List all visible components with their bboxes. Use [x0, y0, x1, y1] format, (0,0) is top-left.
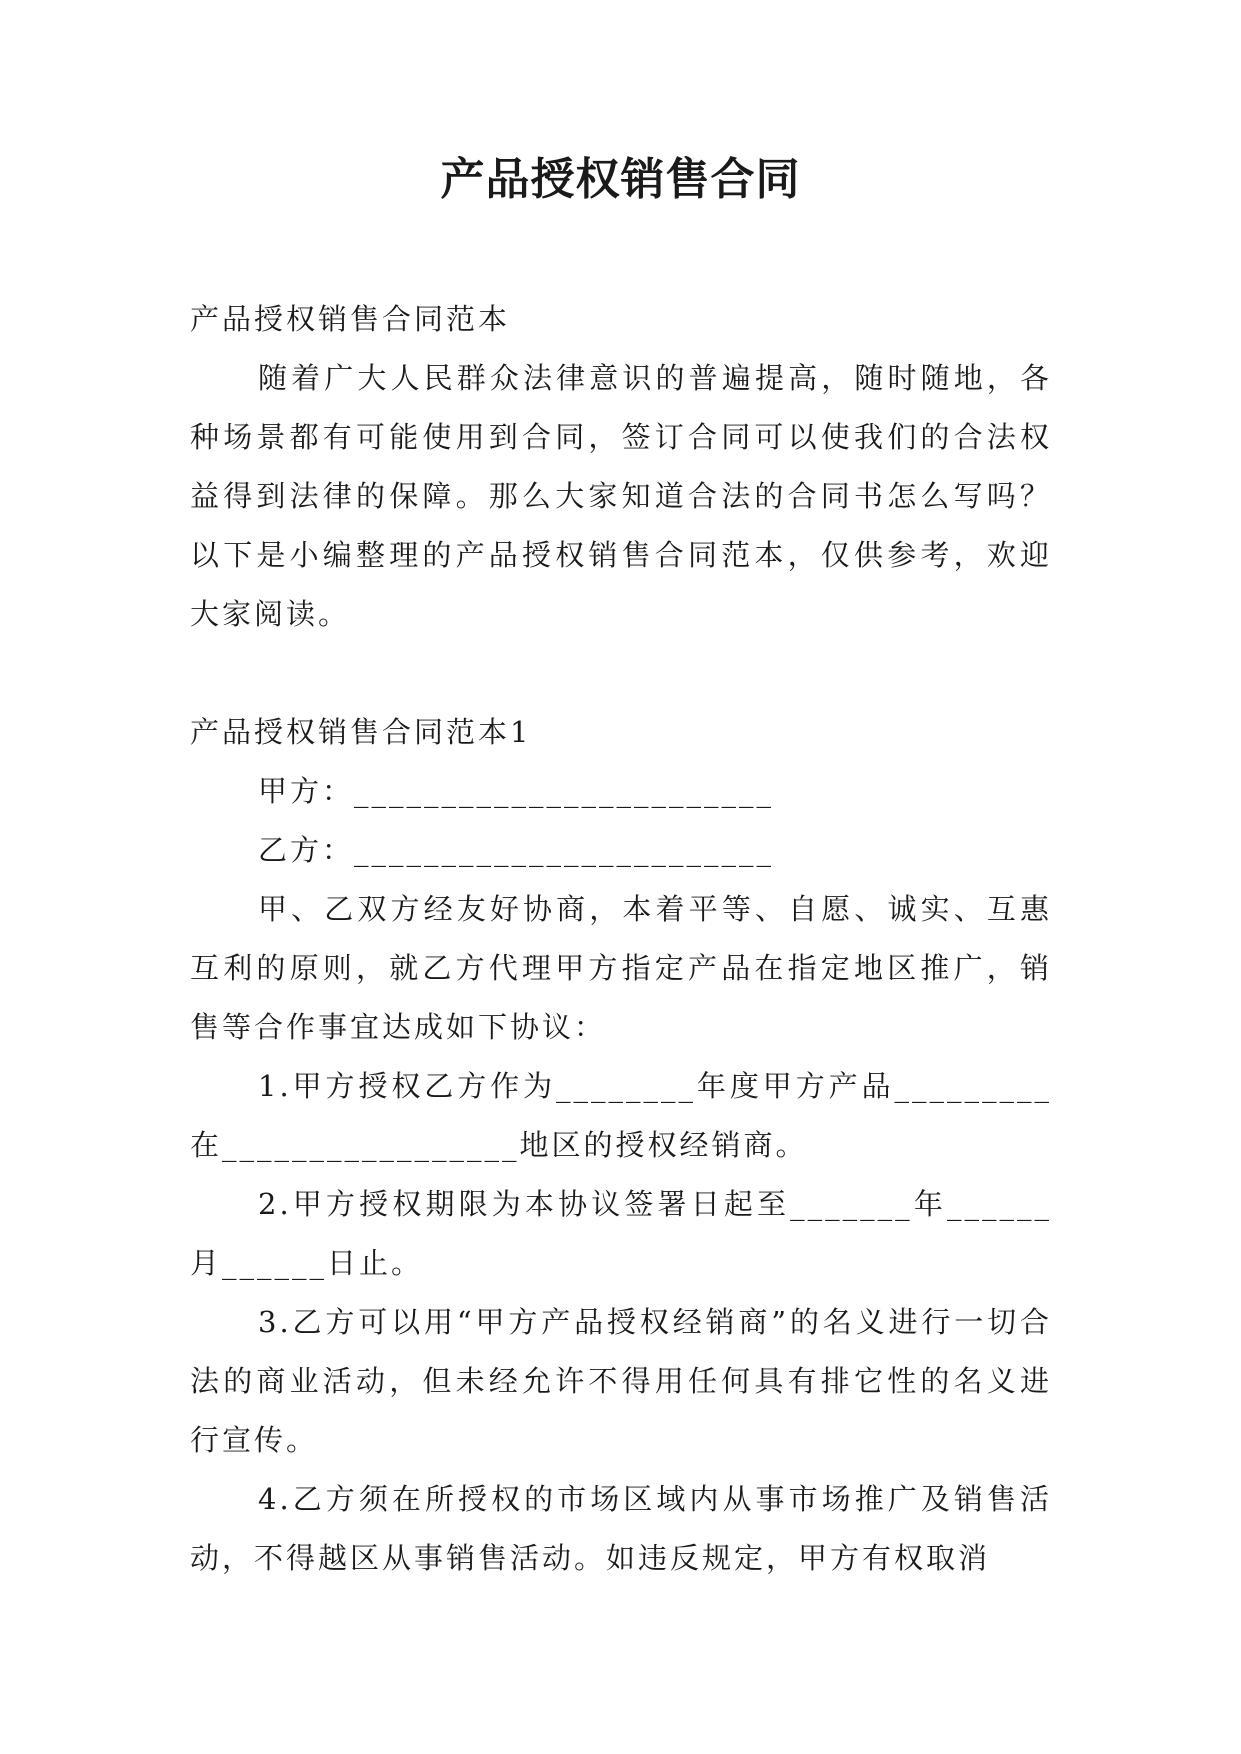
clause-paragraph: 2.甲方授权期限为本协议签署日起至_______年______月______日止。: [190, 1187, 1052, 1280]
section-heading: 产品授权销售合同范本: [190, 302, 511, 336]
intro-paragraph: 随着广大人民群众法律意识的普遍提高，随时随地，各种场景都有可能使用到合同，签订合同可以使我们的合法权益得到法律的保障。那么大家知道合法的合同书怎么写吗？以下是小编整理的产品授权销售合同范本，仅供参考，欢迎大家阅读。: [190, 361, 1052, 631]
party-a-line: 甲方：________________________: [258, 774, 775, 808]
clause-paragraph: 3.乙方可以用“甲方产品授权经销商”的名义进行一切合法的商业活动，但未经允许不得用任何具有排它性的名义进行宣传。: [190, 1305, 1052, 1457]
paragraph-gap: [190, 644, 1052, 703]
document-body: [190, 290, 1052, 1588]
clause-paragraph: 1.甲方授权乙方作为________年度甲方产品_________在_________________地区的授权经销商。: [190, 1069, 1052, 1162]
party-b-line: 乙方：________________________: [258, 833, 775, 867]
clause-paragraph: 4.乙方须在所授权的市场区域内从事市场推广及销售活动，不得越区从事销售活动。如违反规定，甲方有权取消: [190, 1482, 1052, 1575]
preamble-paragraph: 甲、乙双方经友好协商，本着平等、自愿、诚实、互惠互利的原则，就乙方代理甲方指定产品在指定地区推广，销售等合作事宜达成如下协议：: [190, 892, 1052, 1044]
document-title: 产品授权销售合同: [440, 154, 801, 205]
section-heading: 产品授权销售合同范本1: [190, 715, 532, 749]
